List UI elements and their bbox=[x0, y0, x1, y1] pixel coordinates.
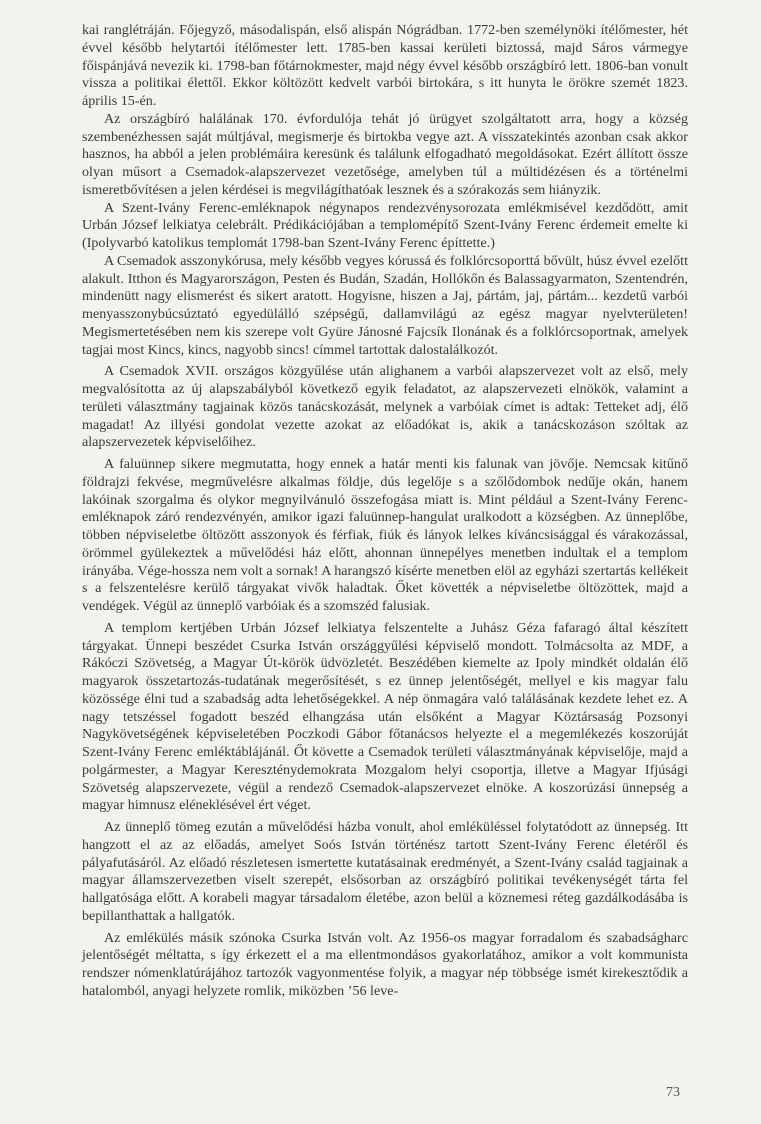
page-number: 73 bbox=[666, 1085, 680, 1100]
paragraph-5: A Csemadok XVII. országos közgyűlése után alighanem a varbói alapszervezet volt az első, mely megvalósította az új alapszabályból következő egyik feladatot, az alapszervezeti elnökök, valamint a területi választmány tagjainak közös tanácskozását, melynek a varbóiak címet is adtak: Tetteket adj, élő magadat! Az illyési gondolat vezette azokat az előadókat is, akik a tanácskozáson szóltak az alapszervezetek képviselőihez. bbox=[82, 363, 688, 451]
paragraph-6: A faluünnep sikere megmutatta, hogy ennek a határ menti kis falunak van jövője. Nemcsak kitűnő földrajzi fekvése, megművelésre alkalmas földje, dús legelője s a szőlődombok nedűje okán, hanem lakóinak szorgalma és olykor megnyilvánuló összefogása miatt is. Mint például a Szent-Ivány Ferenc-emléknapok záró rendezvényén, amikor igazi faluünnep-hangulat uralkodott a községben. Az ünneplőbe, többen népviseletbe öltözött asszonyok és férfiak, fiúk és lányok lelkes kíváncsisággal és várakozással, örömmel gyülekeztek a művelődési ház előtt, ahonnan ünnepélyes menetben indultak el a templom irányába. Vége-hossza nem volt a sornak! A harangszó kísérte menetben elöl az egyházi szertartás kellékeit s a felszentelésre kerülő tárgyakat vivők haladtak. Őket követték a népviseletbe öltözöttek, majd a vendégek. Végül az ünneplő varbóiak és a szomszéd falusiak. bbox=[82, 456, 688, 614]
paragraph-3: A Szent-Ivány Ferenc-emléknapok négynapos rendezvénysorozata emlékmisével kezdődött, amit Urbán József lelkiatya celebrált. Prédikációjában a templomépítő Szent-Ivány Ferenc érdemeit emelte ki (Ipolyvarbó katolikus templomát 1798-ban Szent-Ivány Ferenc építtette.) bbox=[82, 199, 688, 251]
paragraph-4: A Csemadok asszonykórusa, mely később vegyes kórussá és folklórcsoporttá bővült, húsz évvel ezelőtt alakult. Itthon és Magyarországon, Pesten és Budán, Szadán, Hollókőn és Balassagyarmaton, Szentendrén, mindenütt nagy elismerést és sikert aratott. Hogyisne, hiszen a Jaj, pártám, jaj, pártám... kezdetű varbói menyasszonybúcsúztató egyedülálló szépségű, dallamvilágú az egész magyar nyelvterületen! Megismertetésében nem kis szerepe volt Gyüre Jánosné Fajcsík Ilonának és a folklórcsoportnak, amelyek tagjai most Kincs, kincs, nagyobb sincs! címmel tartottak dalostalálkozót. bbox=[82, 252, 688, 358]
body-text bbox=[82, 22, 688, 1001]
paragraph-9: Az emlékülés másik szónoka Csurka István volt. Az 1956-os magyar forradalom és szabadságharc jelentőségét méltatta, s így érkezett el a ma ellentmondásos gyakorlatához, amikor a volt kommunista rendszer nómenklatúrájához tartozók vagyonmentése folyik, a magyar nép többsége ismét kirekesztődik a hatalomból, anyagi helyzete romlik, miközben ’56 leve- bbox=[82, 929, 688, 999]
paragraph-8: Az ünneplő tömeg ezután a művelődési házba vonult, ahol emléküléssel folytatódott az ünnepség. Itt hangzott el az az előadás, amelyet Soós István történész tartott Szent-Ivány Ferenc életéről és pályafutásáról. Az előadó részletesen ismertette kutatásainak eredményét, a Szent-Ivány család tagjainak a magyar államszervezetben viselt szerepét, elsősorban az országbíró politikai tevékenységét tárta fel hallgatósága előtt. A korabeli magyar társadalom életébe, azon belül a köznemesi réteg gazdálkodásába is bepillanthattak a hallgatók. bbox=[82, 819, 688, 924]
paragraph-2: Az országbíró halálának 170. évfordulója tehát jó ürügyet szolgáltatott arra, hogy a község szembenézhessen saját múltjával, megismerje és birtokba vegye azt. A visszatekintés azonban csak akkor hasznos, ha abból a jelen problémáira keresünk és találunk elfogadható megoldásokat. Ezért állított össze olyan műsort a Csemadok-alapszervezet vezetősége, amelyben túl a múltidézésen és a történelmi ismeretbővítésen a jelen kérdései is megvilágíthatóak lesznek és a szórakozás sem hiányzik. bbox=[82, 110, 688, 198]
paragraph-7: A templom kertjében Urbán József lelkiatya felszentelte a Juhász Géza fafaragó által készített tárgyakat. Ünnepi beszédet Csurka István országgyűlési képviselő mondott. Tolmácsolta az MDF, a Rákóczi Szövetség, a Magyar Út-körök üdvözletét. Beszédében kiemelte az Ipoly mindkét oldalán élő magyarok összetartozás-tudatának megerősítését, s ez ünnep jelentőségét, mellyel e kis magyar falu közössége élni tud a szabadság adta lehetőségekkel. A nép önmagára való találásának kezdete lehet ez. A nagy tetszéssel fogadott beszéd elhangzása után elsőként a Magyar Köztársaság Pozsonyi Nagykövetségének képviseletében Poczkodi Gábor főtanácsos helyezte el a megemlékezés koszorúját Szent-Ivány Ferenc emléktáblájánál. Őt követte a Csemadok területi választmányának képviselője, majd a polgármester, a Magyar Kereszténydemokrata Mozgalom helyi csoportja, illetve a Magyar Ifjúsági Szövetség alapszervezete, végül a rendező Csemadok-alapszervezet elnöke. A koszorúzási ünnepség a magyar himnusz eléneklésével ért véget. bbox=[82, 619, 688, 814]
paragraph-1: kai ranglétráján. Főjegyző, másodalispán, első alispán Nógrádban. 1772-ben személynöki ítélőmester, hét évvel később helytartói ítélőmester lett. 1785-ben kassai kerületi biztossá, majd Sáros vármegye főispánjává nevezik ki. 1798-ban főtárnokmester, majd négy évvel később országbíró lett. 1806-ban vonult vissza a politikai élettől. Ekkor költözött kedvelt varbói birtokára, s itt hunyta le örökre szemét 1823. április 15-én. bbox=[82, 22, 688, 109]
